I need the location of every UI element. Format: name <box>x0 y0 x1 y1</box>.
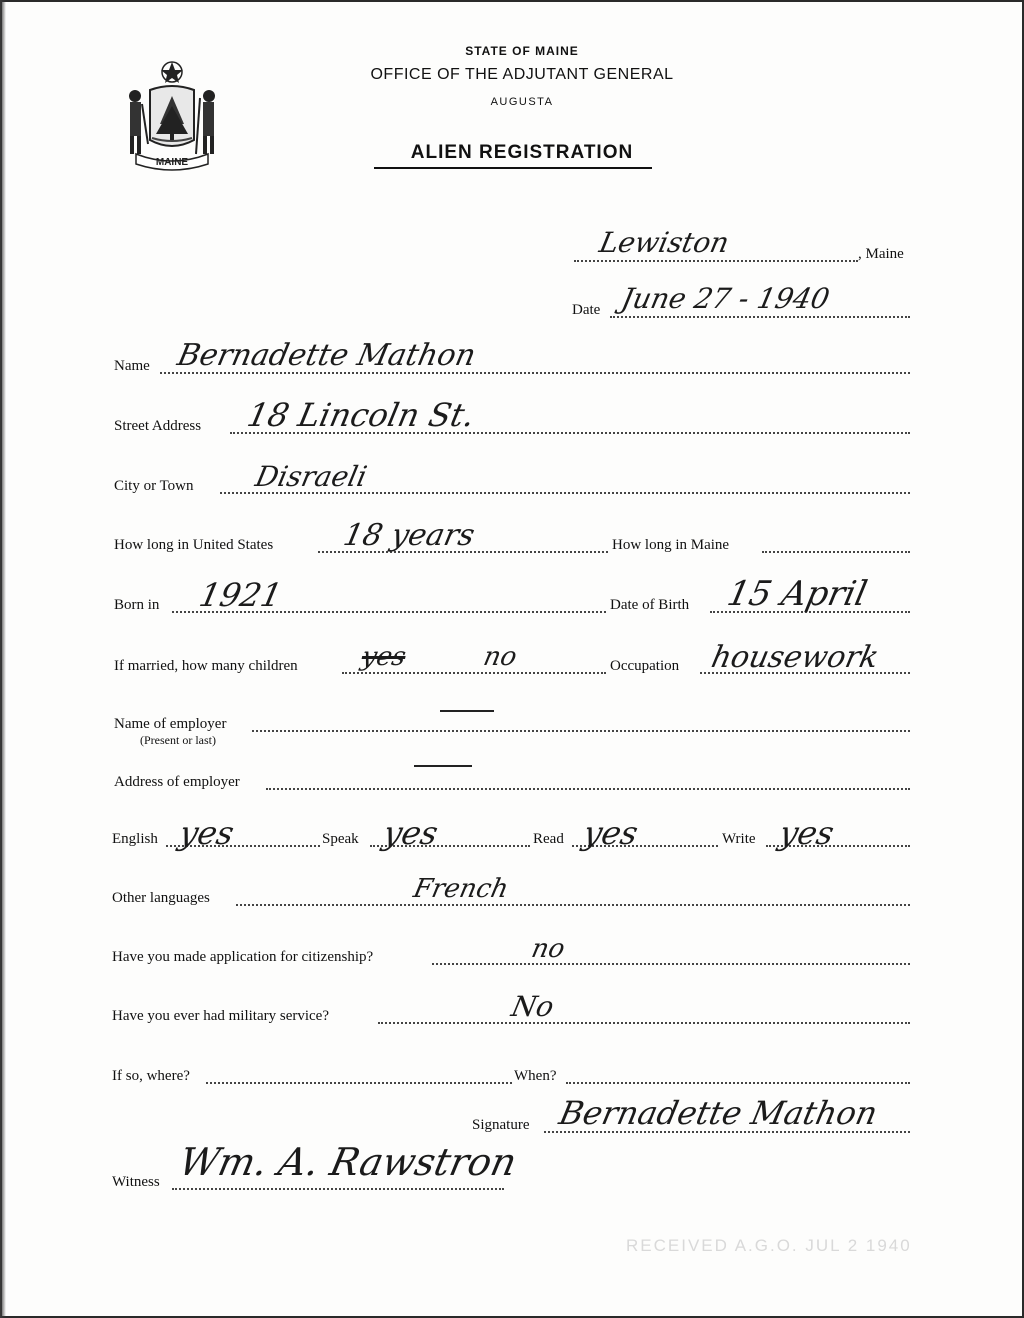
dob-entry: 15 April <box>723 574 871 614</box>
military-entry: No <box>508 990 557 1023</box>
other-languages-label: Other languages <box>112 890 210 906</box>
other-languages-line <box>236 904 910 906</box>
if-so-where-line <box>206 1082 512 1084</box>
signature-entry: Bernadette Mathon <box>555 1094 881 1132</box>
english-label: English <box>112 831 158 847</box>
read-entry: yes <box>579 814 642 852</box>
witness-label: Witness <box>112 1174 160 1190</box>
if-so-where-label: If so, where? <box>112 1068 190 1084</box>
header-state: STATE OF MAINE <box>465 44 579 58</box>
name-label: Name <box>114 358 150 374</box>
when-line <box>566 1082 910 1084</box>
name-entry: Bernadette Mathon <box>174 338 479 373</box>
seal-lettering: MAINE <box>155 157 189 168</box>
military-label: Have you ever had military service? <box>112 1008 329 1024</box>
speak-label: Speak <box>322 831 359 847</box>
street-label: Street Address <box>114 418 202 434</box>
employer-address-entry <box>414 765 472 767</box>
signature-label: Signature <box>472 1117 530 1133</box>
date-label: Date <box>572 302 601 318</box>
maine-label: , Maine <box>858 246 904 262</box>
read-label: Read <box>533 831 564 847</box>
employer-address-line <box>266 788 910 790</box>
date-line <box>610 316 910 318</box>
city-label: City or Town <box>114 478 194 494</box>
other-languages-entry: French <box>410 874 512 904</box>
form-title: ALIEN REGISTRATION <box>410 142 634 163</box>
street-entry: 18 Lincoln St. <box>243 396 479 434</box>
how-long-me-label: How long in Maine <box>612 537 730 553</box>
occupation-entry: housework <box>708 640 882 675</box>
when-label: When? <box>514 1068 557 1084</box>
born-in-entry: 1921 <box>195 576 286 614</box>
english-entry: yes <box>175 814 238 852</box>
employer-note: (Present or last) <box>140 733 216 747</box>
employer-entry <box>440 710 494 712</box>
how-long-us-label: How long in United States <box>114 537 274 553</box>
citizenship-entry: no <box>528 934 568 964</box>
how-long-me-line <box>762 551 910 553</box>
write-label: Write <box>722 831 756 847</box>
header-office: OFFICE OF THE ADJUTANT GENERAL <box>370 66 674 83</box>
occupation-label: Occupation <box>610 658 680 674</box>
children-entry: no <box>480 642 520 672</box>
employer-address-label: Address of employer <box>114 774 240 790</box>
born-in-label: Born in <box>114 597 160 613</box>
citizenship-label: Have you made application for citizenship? <box>112 949 374 965</box>
city-entry: Disraeli <box>252 460 370 493</box>
speak-entry: yes <box>379 814 442 852</box>
town-line <box>574 260 858 262</box>
witness-entry: Wm. A. Rawstron <box>175 1140 521 1184</box>
town-entry: Lewiston <box>596 226 733 259</box>
citizenship-line <box>432 963 910 965</box>
how-long-us-entry: 18 years <box>340 518 478 553</box>
children-struck-entry: yes <box>358 642 409 672</box>
witness-line <box>172 1188 504 1190</box>
received-stamp: RECEIVED A.G.O. JUL 2 1940 <box>626 1236 912 1255</box>
dob-label: Date of Birth <box>610 597 690 613</box>
title-underline <box>374 167 652 169</box>
children-line <box>342 672 606 674</box>
military-line <box>378 1022 910 1024</box>
children-label: If married, how many children <box>114 658 298 674</box>
write-entry: yes <box>775 814 838 852</box>
header-city: AUGUSTA <box>490 96 554 108</box>
employer-label: Name of employer <box>114 716 227 732</box>
date-entry: June 27 - 1940 <box>618 282 833 315</box>
employer-line <box>252 730 910 732</box>
